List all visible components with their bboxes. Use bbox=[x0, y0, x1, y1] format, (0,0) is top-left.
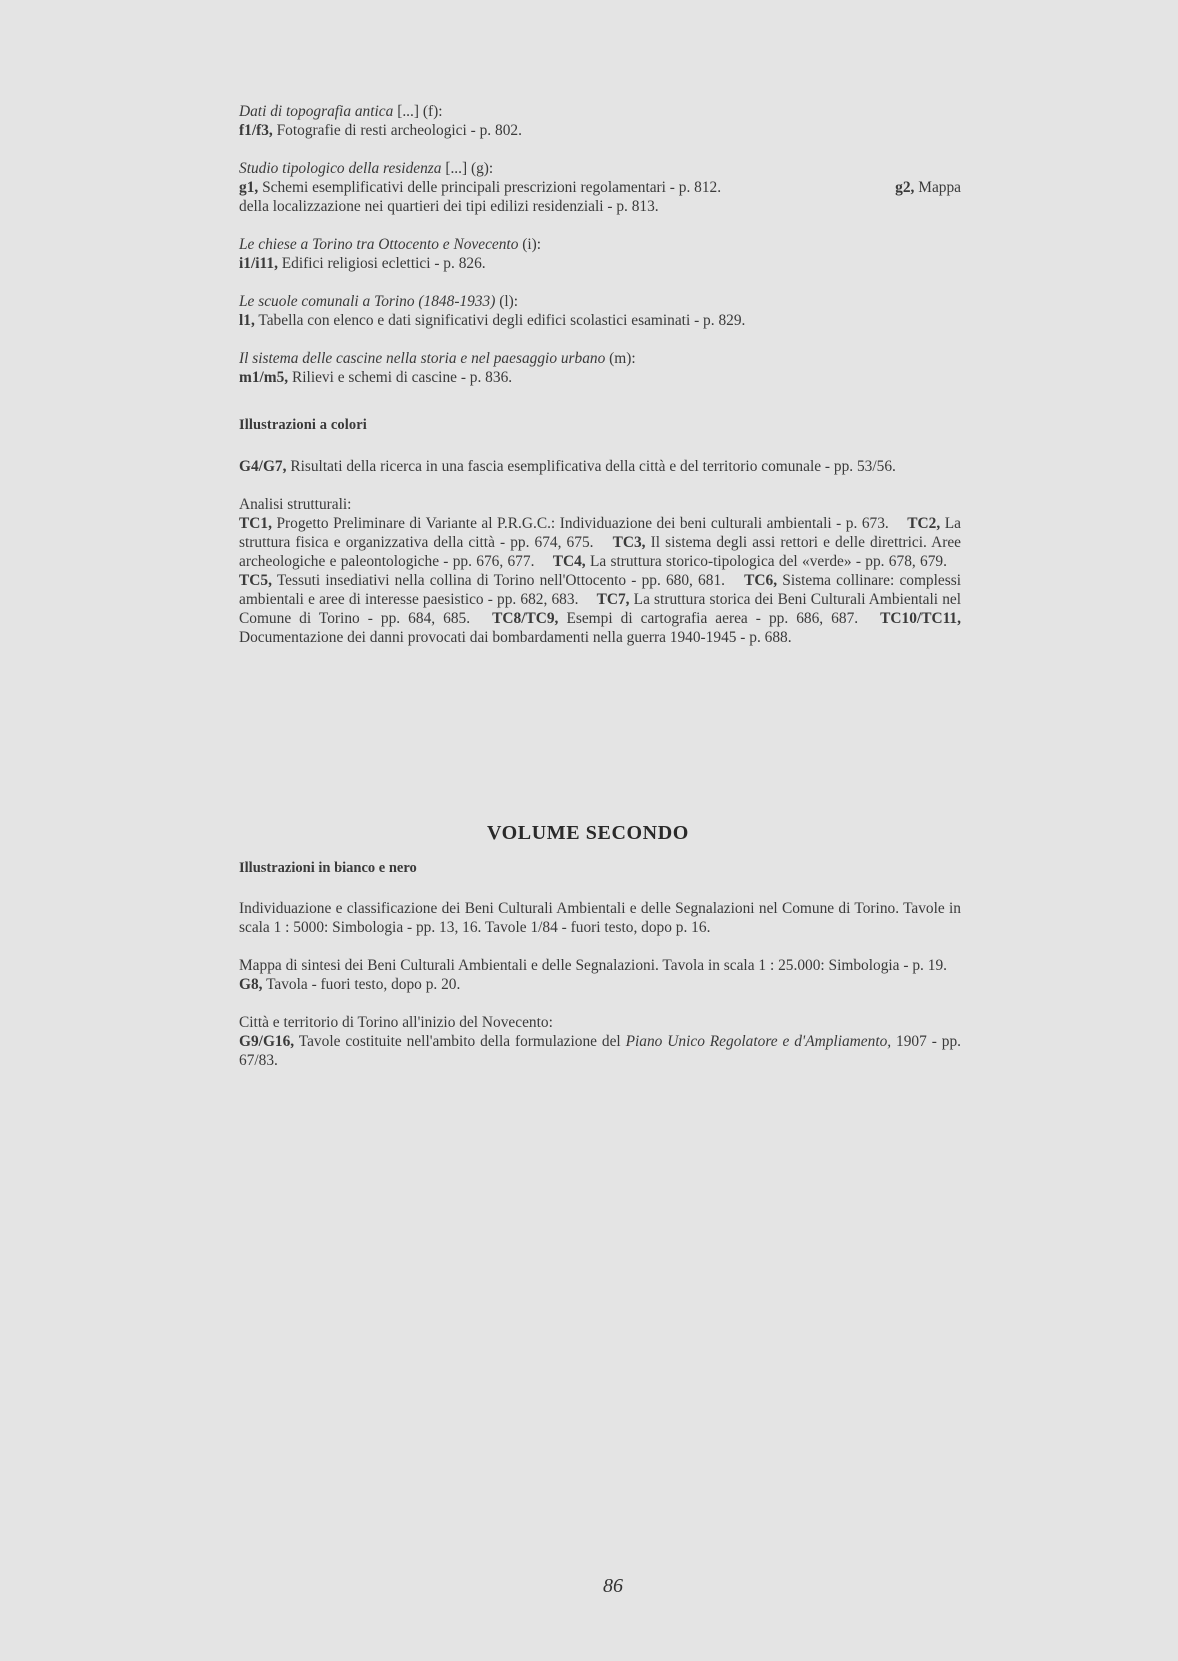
entry-text: Schemi esemplificativi delle principali prescrizioni regolamentari - p. 812. bbox=[258, 179, 722, 196]
entry-g4 bbox=[239, 457, 961, 476]
tc-code: TC4, bbox=[552, 553, 586, 570]
tc-code: TC2, bbox=[907, 515, 941, 532]
tc-text: La struttura storica dei Beni Culturali Ambientali nel Comune di Torino - pp. 684, 685. bbox=[239, 591, 961, 627]
tc-text: Sistema collinare: complessi ambientali e aree di interesse paesistico - pp. 682, 683. bbox=[239, 572, 961, 608]
tc-code: TC7, bbox=[596, 591, 630, 608]
entry-title: Studio tipologico della residenza bbox=[239, 160, 442, 177]
tc-code: TC8/TC9, bbox=[492, 610, 559, 627]
entry-i bbox=[239, 235, 961, 273]
entry-code: i1/i11, bbox=[239, 255, 278, 272]
entry-suffix: (i): bbox=[518, 236, 542, 253]
index-lower bbox=[239, 899, 961, 1089]
entry-l bbox=[239, 292, 961, 330]
entry-tavole bbox=[239, 899, 961, 937]
tc-text: Documentazione dei danni provocati dai bombardamenti nella guerra 1940-1945 - p. 688. bbox=[239, 629, 792, 646]
entry-code: l1, bbox=[239, 312, 255, 329]
entry-title: Dati di topografia antica bbox=[239, 103, 394, 120]
entry-title: Il sistema delle cascine nella storia e nel paesaggio urbano bbox=[239, 350, 606, 367]
entry-code: g1, bbox=[239, 179, 259, 196]
tc-code: TC1, bbox=[239, 515, 272, 532]
entry-suffix: [...] (g): bbox=[441, 160, 494, 177]
entry-mappa bbox=[239, 956, 961, 994]
tc-text: La struttura fisica e organizzativa della città - pp. 674, 675. bbox=[239, 515, 961, 551]
entry-f bbox=[239, 102, 961, 140]
entry-code: m1/m5, bbox=[239, 369, 289, 386]
tc-code: TC5, bbox=[239, 572, 272, 589]
entry-text: Rilievi e schemi di cascine - p. 836. bbox=[288, 369, 513, 386]
entry-text: Tabella con elenco e dati significativi degli edifici scolastici esaminati - p. 829. bbox=[254, 312, 746, 329]
entry-suffix: [...] (f): bbox=[393, 103, 443, 120]
entry-title: Piano Unico Regolatore e d'Ampliamento, bbox=[625, 1033, 892, 1050]
entry-code: G8, bbox=[239, 976, 263, 993]
entry-code: f1/f3, bbox=[239, 122, 273, 139]
volume-title: VOLUME SECONDO bbox=[487, 822, 689, 844]
entry-text: Mappa di sintesi dei Beni Culturali Ambientali e delle Segnalazioni. Tavola in scala 1 : 25.000: Simbologia - p. 19. bbox=[239, 957, 947, 974]
entry-code: G9/G16, bbox=[239, 1033, 295, 1050]
entry-code: G4/G7, bbox=[239, 458, 287, 475]
entry-title: Le scuole comunali a Torino (1848-1933) bbox=[239, 293, 496, 310]
tc-text: Il sistema degli assi rettori e delle direttrici. Aree archeologiche e paleontologiche - pp. 676, 677. bbox=[239, 534, 961, 570]
entry-suffix: (l): bbox=[495, 293, 519, 310]
analisi-label: Analisi strutturali: bbox=[239, 496, 352, 513]
entry-g bbox=[239, 159, 961, 216]
entry-text: Individuazione e classificazione dei Beni Culturali Ambientali e delle Segnalazioni nel Comune di Torino. Tavole in scala 1 : 5000: Simbologia - pp. 13, 16. Tavole 1/84 - fuori testo, dopo p. 16. bbox=[239, 900, 961, 936]
entry-text: Fotografie di resti archeologici - p. 802. bbox=[272, 122, 522, 139]
index-upper bbox=[239, 102, 961, 666]
tc-text: Progetto Preliminare di Variante al P.R.G.C.: Individuazione dei beni culturali ambientali - p. 673. bbox=[271, 515, 889, 532]
entry-label: Città e territorio di Torino all'inizio del Novecento: bbox=[239, 1014, 553, 1031]
tc-text: Esempi di cartografia aerea - pp. 686, 687. bbox=[558, 610, 859, 627]
entry-text: Mappa bbox=[914, 179, 961, 196]
entry-analisi bbox=[239, 495, 961, 647]
tc-text: La struttura storico-tipologica del «verde» - pp. 678, 679. bbox=[585, 553, 947, 570]
entry-title: Le chiese a Torino tra Ottocento e Novecento bbox=[239, 236, 519, 253]
section-heading-bianco-nero: Illustrazioni in bianco e nero bbox=[239, 860, 417, 876]
entry-m bbox=[239, 349, 961, 387]
entry-text: 1907 - pp. 67/83. bbox=[239, 1033, 961, 1069]
entry-text: Tavola - fuori testo, dopo p. 20. bbox=[262, 976, 461, 993]
tc-code: TC6, bbox=[744, 572, 778, 589]
page-number: 86 bbox=[603, 1575, 623, 1597]
entry-citta bbox=[239, 1013, 961, 1070]
entry-text: Tavole costituite nell'ambito della formulazione del bbox=[294, 1033, 626, 1050]
entry-text: Risultati della ricerca in una fascia esemplificativa della città e del territorio comunale - pp. 53/56. bbox=[286, 458, 896, 475]
entry-code: g2, bbox=[895, 179, 915, 196]
entry-text: Edifici religiosi eclettici - p. 826. bbox=[277, 255, 486, 272]
tc-code: TC10/TC11, bbox=[880, 610, 961, 627]
tc-text: Tessuti insediativi nella collina di Torino nell'Ottocento - pp. 680, 681. bbox=[271, 572, 725, 589]
section-heading-colori: Illustrazioni a colori bbox=[239, 417, 367, 433]
entry-text: della localizzazione nei quartieri dei tipi edilizi residenziali - p. 813. bbox=[239, 198, 659, 215]
entry-suffix: (m): bbox=[605, 350, 636, 367]
tc-code: TC3, bbox=[612, 534, 646, 551]
